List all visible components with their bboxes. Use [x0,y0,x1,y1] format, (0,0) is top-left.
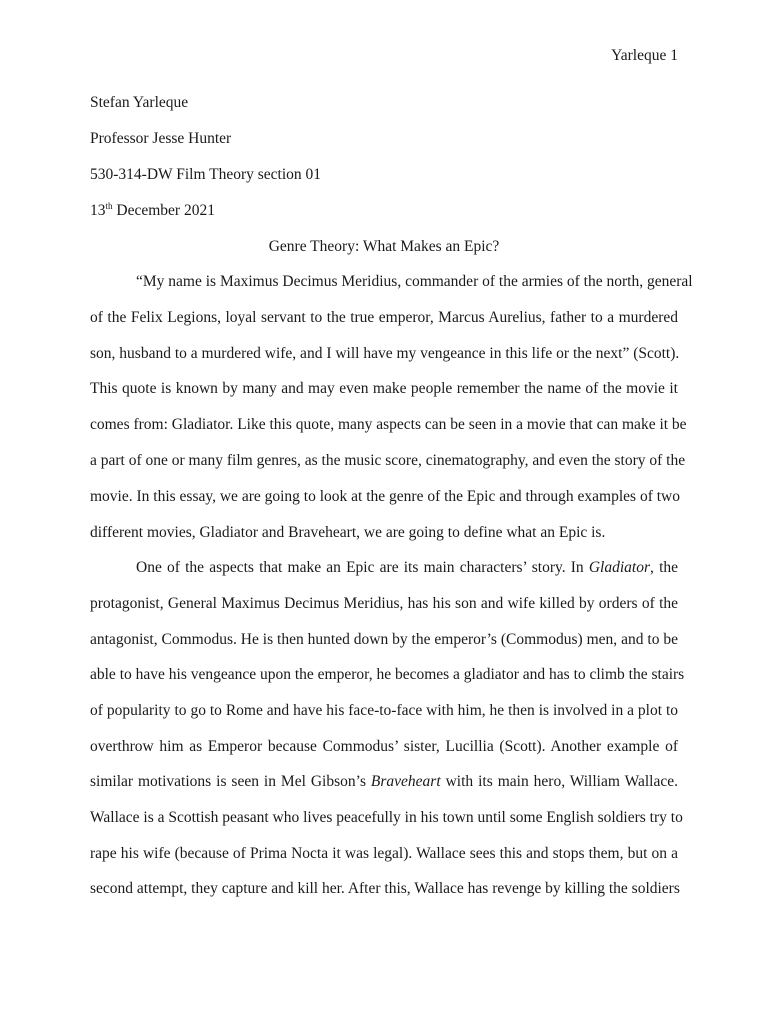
date-day: 13 [90,202,106,219]
essay-title: Genre Theory: What Makes an Epic? [268,238,500,255]
paragraph-line: of popularity to go to Rome and have his face-to-face with him, he then is involved in a plot to [90,702,678,719]
paragraph-line: overthrow him as Emperor because Commodus’ sister, Lucillia (Scott). Another example of [90,738,678,755]
course-info: 530-314-DW Film Theory section 01 [90,166,322,183]
paragraph-line: antagonist, Commodus. He is then hunted down by the emperor’s (Commodus) men, and to be [90,631,678,648]
paragraph-line [90,772,678,792]
paragraph-line: of the Felix Legions, loyal servant to the true emperor, Marcus Aurelius, father to a murdered [90,309,678,326]
date-rest: December 2021 [112,202,215,219]
paragraph-line: different movies, Gladiator and Braveheart, we are going to define what an Epic is. [90,524,606,541]
professor-name: Professor Jesse Hunter [90,130,232,147]
text-run: with its main hero, William Wallace. [440,773,678,790]
text-run: One of the aspects that make an Epic are its main characters’ story. In [136,559,589,576]
running-head: Yarleque 1 [611,47,678,64]
student-name: Stefan Yarleque [90,94,189,111]
paragraph-line: “My name is Maximus Decimus Meridius, commander of the armies of the north, general [136,273,693,290]
date-suffix: th [105,200,113,211]
paragraph-line: rape his wife (because of Prima Nocta it was legal). Wallace sees this and stops them, but on a [90,845,678,862]
paragraph-line: able to have his vengeance upon the emperor, he becomes a gladiator and has to climb the stairs [90,666,685,683]
film-title-italic: Braveheart [370,773,441,790]
paragraph-line: This quote is known by many and may even make people remember the name of the movie it [90,380,678,397]
paragraph-line: comes from: Gladiator. Like this quote, many aspects can be seen in a movie that can make it be [90,416,687,433]
paragraph-line: protagonist, General Maximus Decimus Meridius, has his son and wife killed by orders of the [90,595,678,612]
film-title-italic: Gladiator [588,559,651,576]
paragraph-line: movie. In this essay, we are going to look at the genre of the Epic and through examples of two [90,488,680,505]
text-run: , the [650,559,678,576]
text-run: similar motivations is seen in Mel Gibson’s [90,773,371,790]
date-line [90,201,215,221]
paragraph-line: second attempt, they capture and kill her. After this, Wallace has revenge by killing the soldiers [90,880,680,897]
paragraph-line: a part of one or many film genres, as the music score, cinematography, and even the story of the [90,452,686,469]
paragraph-line [136,558,678,578]
paragraph-line: son, husband to a murdered wife, and I will have my vengeance in this life or the next” (Scott). [90,345,680,362]
paragraph-line: Wallace is a Scottish peasant who lives peacefully in his town until some English soldiers try to [90,809,683,826]
